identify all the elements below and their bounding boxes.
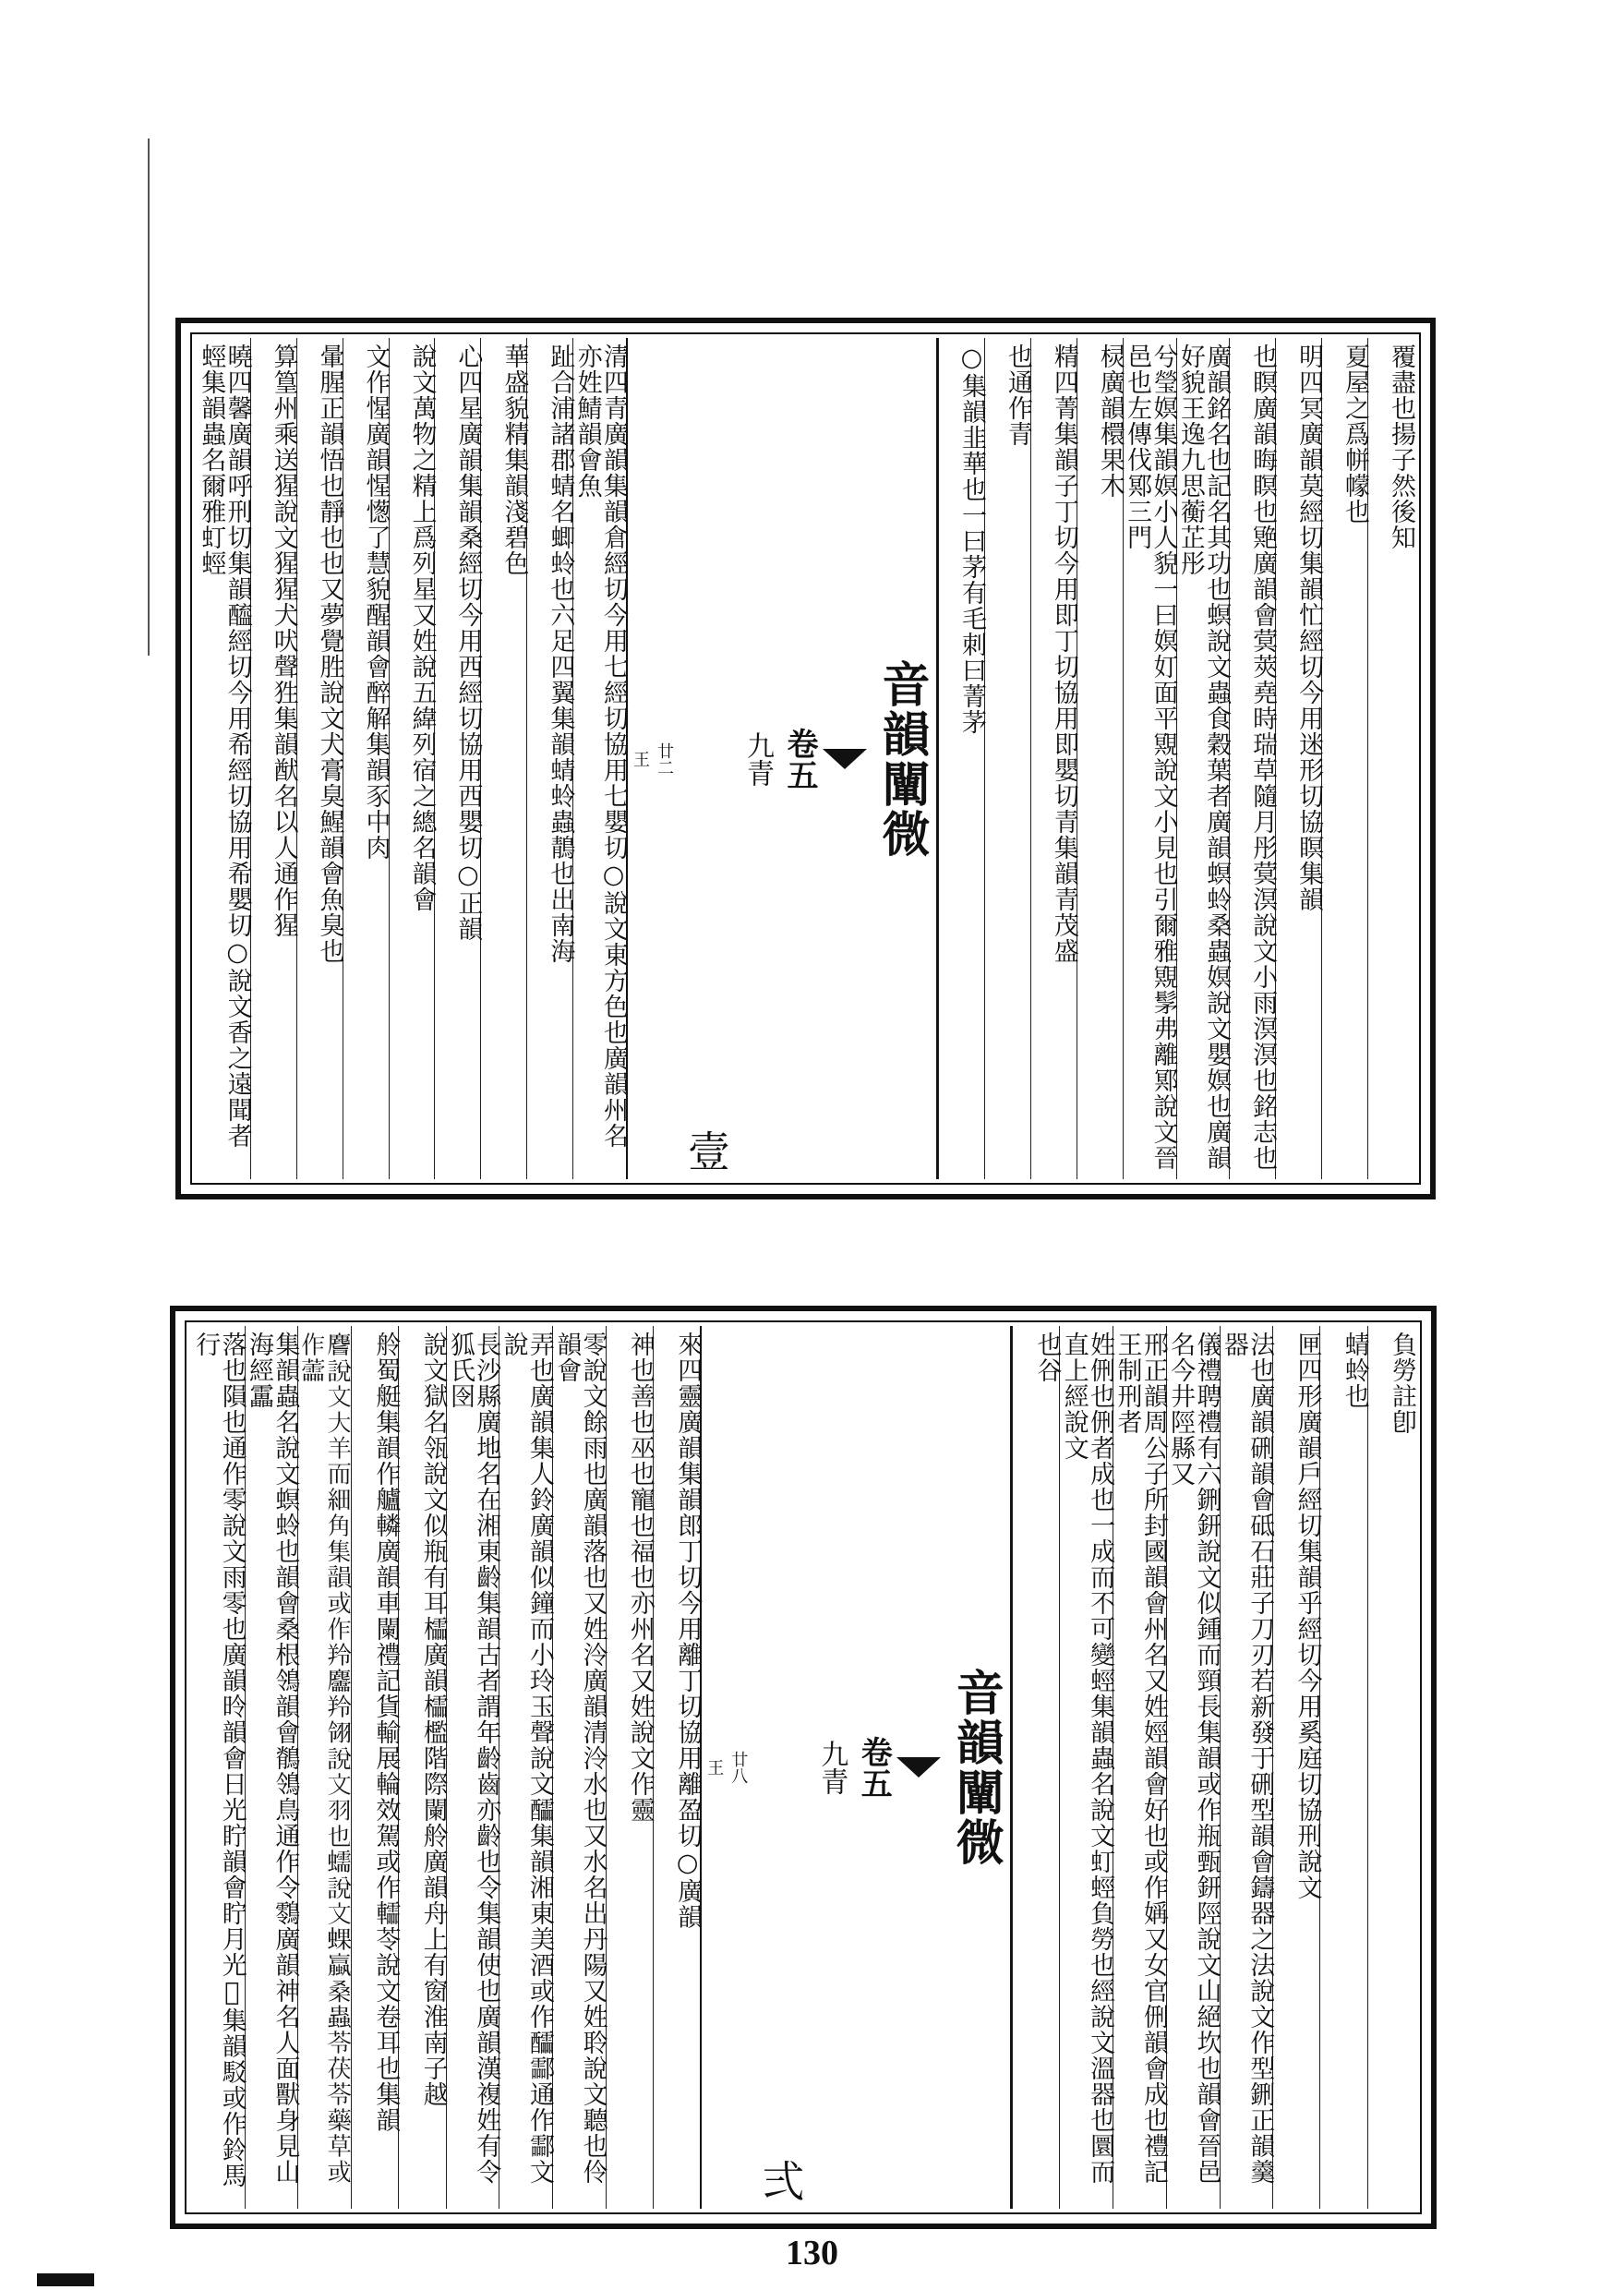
text-column: 神也善也巫也寵也福也亦州名又姓說文作靈 [606,1326,653,2209]
text-column: 算篁州乘送猩說文猩猩犬吠聲狌集韻猷名以人通作猩 [250,338,296,1179]
text-column: 曉四馨廣韻呼刑切集韻醯經切今用希經切協用希嬰切○說文香之遠聞者蛵集韻蟲名爾雅虰蛵 [197,344,252,1149]
text-column: 落也隕也通作零說文雨零也廣韻昤韻會日光眝韻會眝月光𩦩集韻駁或作鈴馬行 [191,1332,247,2188]
text-column: 清四青廣韻集韻倉經切今用七經切協用七嬰切○說文東方色也廣韻州名亦姓鯖韻會魚 [572,338,626,1179]
text-column: 長沙縣廣地名在湘東齡集韻古者謂年齡齒亦齡也令集韻使也廣韻漢複姓有令狐氏囹 [446,1326,499,2209]
folio-tag: 廿二 [655,741,674,776]
text-column: 兮瑩嫇集韻嫇小人貌一曰嫇奵面平覭說文小見也引爾雅覭髳弗離鄍說文晉邑也左傳伐鄍三門 [1123,338,1176,1179]
fish-tail-mark [823,749,867,769]
text-column: 匣四形廣韻戶經切集韻乎經切今用奚庭切協刑說文 [1272,1326,1319,2209]
text-column: 零說文餘雨也廣韻落也又姓泠廣韻清泠水也又水名出丹陽又姓聆說文聽也伶韻會 [552,1326,606,2209]
text-column: 明四冥廣韻莫經切集韻忙經切今用迷形切協瞑集韻 [1275,338,1321,1179]
text-column: ○集韻韭華也一曰茅有毛刺曰菁茅 [938,338,984,1179]
center-title-column [626,338,938,1179]
text-column: 暈腥正韻悟也靜也也又夢覺胜說文犬膏臭鯹韻會魚臭也 [296,338,343,1179]
margin-note-col-1: 負勞註卽 [1367,1326,1414,2209]
scan-edge-line [148,139,150,656]
volume-label: 卷五 [781,727,818,790]
folio-number: 壹 [681,1129,731,1172]
upper-page-panel [175,318,1436,1199]
text-column: 說文萬物之精上爲列星又姓說五緯列宿之總名韻會 [389,338,435,1179]
upper-text-columns [198,338,1413,1179]
text-column: 法也廣韻硎韻會砥石莊子刀刃若新發于硎型韻會鑄器之法說文作型鉶正韻羹器 [1220,1326,1273,2209]
folio-tag: 廿八 [728,1751,749,1784]
scan-artifact-bar [37,2273,94,2286]
text-column: 心四星廣韻集韻桑經切今用西經切協用西嬰切○正韻 [434,338,480,1179]
volume-label: 卷五 [855,1736,893,1799]
text-column: 說文獄名瓴說文似瓶有耳櫺廣韻櫺檻階際闌舲廣韻舟上有窗淮南子越 [398,1326,445,2209]
section-label: 九青 [741,730,774,787]
text-column: 也瞑廣韻晦瞑也䒌廣韻會蓂莢堯時瑞草隨月彤蓂溟說文小雨溟溟也銘志也 [1229,338,1275,1179]
press-mark: 王 [704,1759,725,1776]
text-column: 邢正韻周公子所封國韻會州名又姓娙韻會好也或作㛵又女官侀韻會成也禮記王制刑者 [1113,1326,1166,2209]
center-title-column [700,1326,1012,2209]
text-column: 儀禮聘禮有六鉶鈃說文似鍾而頸長集韻或作瓶甄鈃陘說文山絕坎也韻會晉邑名今井陘縣又 [1166,1326,1220,2209]
book-title: 音韻闡微 [947,1668,1004,1867]
text-column: 精四菁集韻子丁切今用即丁切協用即嬰切青集韻青茂盛 [1030,338,1077,1179]
lower-text-columns [192,1326,1414,2209]
page-number: 130 [786,2234,838,2272]
upper-panel-frame [190,332,1421,1185]
margin-note-col-2: 蜻蛉也 [1319,1326,1366,2209]
text-column: 弄也廣韻集人鈴廣韻似鐘而小玲玉聲說文醽集韻湘東美酒或作醽酃通作酃文說 [499,1326,552,2209]
margin-note-col-1: 覆盡也揚子然後知 [1367,338,1413,1179]
text-column: 文作惺廣韻惺憽了慧貌醒韻會醉解集韻豕中肉 [343,338,389,1179]
lower-panel-frame [185,1320,1422,2214]
book-title: 音韻闡微 [873,658,930,859]
text-column: 姓侀也侀者成也一成而不可變蛵集韻蟲名說文虰蛵負勞也經說文溫器也圜而直上經說文 [1059,1326,1113,2209]
text-column: 華盛貌精集韻淺碧色 [480,338,526,1179]
text-column: 廣韻銘名也記名其功也螟說文蟲食穀葉者廣韻螟蛉桑蟲嫇說文嬰嫇也廣韻好貌王逸九思蘅芷彤 [1176,338,1230,1179]
text-column: 舲蜀艇集韻作艫轔廣韻車闌禮記貨輸展輪效駕或作䡼苓說文卷耳也集韻 [351,1326,398,2209]
lower-page-panel [170,1306,1437,2229]
press-mark: 王 [631,750,650,767]
fish-tail-mark [896,1757,941,1778]
text-column: 也通作青 [984,338,1030,1179]
text-column: 趾合浦諸郡蜻名蝍蛉也六足四翼集韻蜻蛉蟲鶄也出南海 [526,338,572,1179]
margin-note-col-2: 夏屋之爲帡幪也 [1321,338,1367,1179]
text-column: 集韻蟲名說文螟蛉也韻會桑根鴒韻會鶺鴒鳥通作令䴇廣韻神名人面獸身見山海經靁 [245,1326,298,2209]
text-column: 也谷 [1012,1326,1059,2209]
text-column: 𪊨說文大羊而細角集韻或作羚麢羚翎說文羽也蠕說文蜾蠃桑蟲苓茯苓藥草或作蘦 [297,1326,351,2209]
section-label: 九青 [815,1740,848,1795]
text-column: 來四靈廣韻集韻郎丁切今用離丁切協用離盈切○廣韻 [653,1326,700,2209]
folio-number: 弍 [755,2159,806,2201]
text-column: 棂廣韻檈果木 [1077,338,1123,1179]
